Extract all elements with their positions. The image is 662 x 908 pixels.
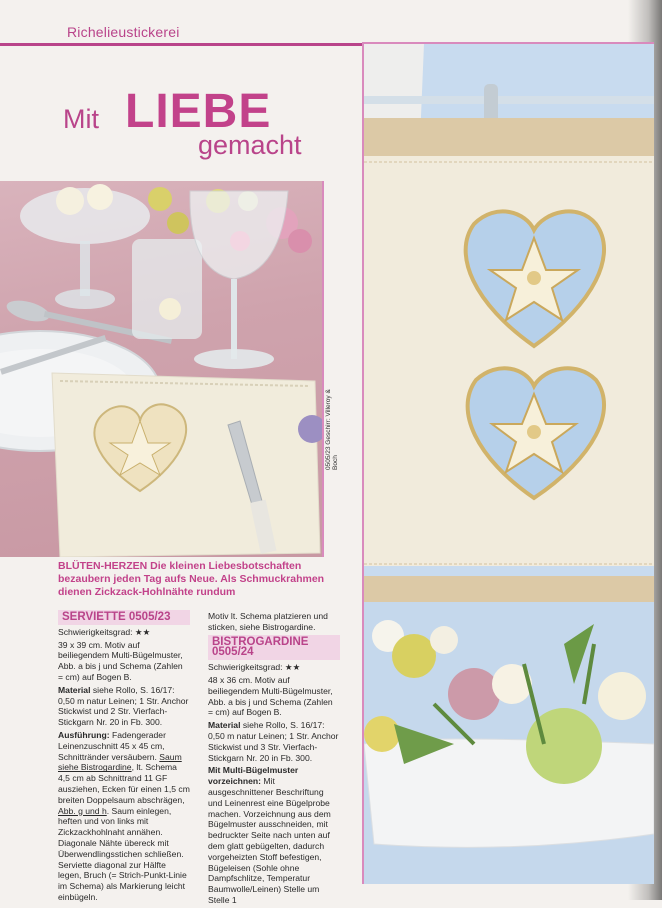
- photo-napkin-table: [0, 181, 324, 557]
- serviette-heading: SERVIETTE 0505/23: [58, 610, 190, 625]
- column-bistrogardine: [208, 611, 340, 908]
- serviette-abb-link: Abb. g und h: [58, 805, 107, 816]
- napkin-illustration: [0, 181, 322, 557]
- serviette-size: 39 x 39 cm. Motiv auf beiliegendem Multi-Bügelmuster, Abb. a bis j und Schema (Zahlen = cm) auf Bogen B.: [58, 639, 183, 682]
- column-serviette: [58, 610, 190, 905]
- serviette-material: [58, 685, 190, 728]
- section-label: Richelieustickerei: [67, 24, 180, 40]
- bistrogardine-multi-text: Mit ausgeschnittener Beschriftung und Leinenrest eine Bügelprobe machen. Vorzeichnung aus dem Bügelmuster ausschneiden, mit bedruckter Seite nach unten auf dem glatt gebügelten, dadurch vorgeheizten Stoff befestigen, Bügeleisen (Sohle ohne Dampfschlitze, Temperatur Baumwolle/Leinen) Stelle um Stelle 1: [208, 776, 331, 905]
- bistrogardine-material-label: Material: [208, 720, 241, 731]
- bistrogardine-multi: [208, 765, 340, 905]
- title-gemacht: gemacht: [198, 130, 302, 160]
- bistrogardine-multi-label: Mit Multi-Bügelmuster vorzeichnen:: [208, 765, 299, 787]
- caption-text: Die kleinen Liebesbotschaften bezaubern jeden Tag aufs Neue. Als Schmuckrahmen dienen Zickzack-Hohlnähte rundum: [58, 560, 325, 598]
- title-liebe: LIEBE: [125, 85, 272, 138]
- serviette-material-label: Material: [58, 684, 91, 695]
- bistrogardine-material-text: siehe Rollo, S. 16/17: 0,50 m natur Leinen; 1 Str. Anchor Stickwist und 3 Str. Vierfach-Stickgarn Nr. 20 in Fb. 300.: [208, 720, 339, 763]
- serviette-execution-label: Ausführung:: [58, 729, 110, 740]
- serviette-execution: [58, 730, 190, 903]
- photo-credit: 0505/23 Geschirr: Villeroy & Boch: [325, 389, 339, 470]
- serviette-material-text: siehe Rollo, S. 16/17: 0,50 m natur Leinen; 1 Str. Anchor Stickwist und 2 Str. Vierfach-Stickgarn Nr. 20 in Fb. 300.: [58, 684, 189, 728]
- title-mit: Mit: [63, 104, 99, 134]
- serviette-rest: . Saum einlegen, heften und von links mit Zickzackhohlnaht annähen. Diagonale Nähte übereck mit Überwendlingsstichen schließen. Serviette diagonal zur Hälfte legen, Bruch (= Strich-Punkt-Linie im Schema) als Markierung leicht einbügeln.: [58, 805, 187, 902]
- curtain-illustration: [364, 44, 654, 884]
- photo-bistro-curtain: [362, 42, 654, 884]
- serviette-hem-link: Saum siehe Bistrogardine: [58, 751, 182, 773]
- bistrogardine-heading: BISTROGARDINE 0505/24: [208, 635, 340, 661]
- serviette-hem-text: , lt. Schema 4,5 cm ab Schnittrand 11 GF ausziehen, Ecken für einen 1,5 cm breiten Doppelsaum abschrägen,: [58, 762, 190, 805]
- bistrogardine-difficulty: Schwierigkeitsgrad: ★★: [208, 662, 301, 673]
- serviette-continued: Motiv lt. Schema platzieren und sticken, siehe Bistrogardine.: [208, 611, 328, 632]
- bistrogardine-material: [208, 720, 340, 763]
- caption-lead: BLÜTEN-HERZEN: [58, 560, 148, 572]
- bistrogardine-size: 48 x 36 cm. Motiv auf beiliegendem Multi-Bügelmuster, Abb. a bis j und Schema (Zahlen = cm) auf Bogen B.: [208, 674, 333, 718]
- serviette-difficulty: Schwierigkeitsgrad: ★★: [58, 626, 151, 637]
- header-rule: [0, 43, 363, 46]
- photo-caption: [58, 560, 328, 599]
- serviette-execution-text: Fadengerader Leinenzuschnitt 45 x 45 cm, Schnittränder versäubern.: [58, 729, 166, 762]
